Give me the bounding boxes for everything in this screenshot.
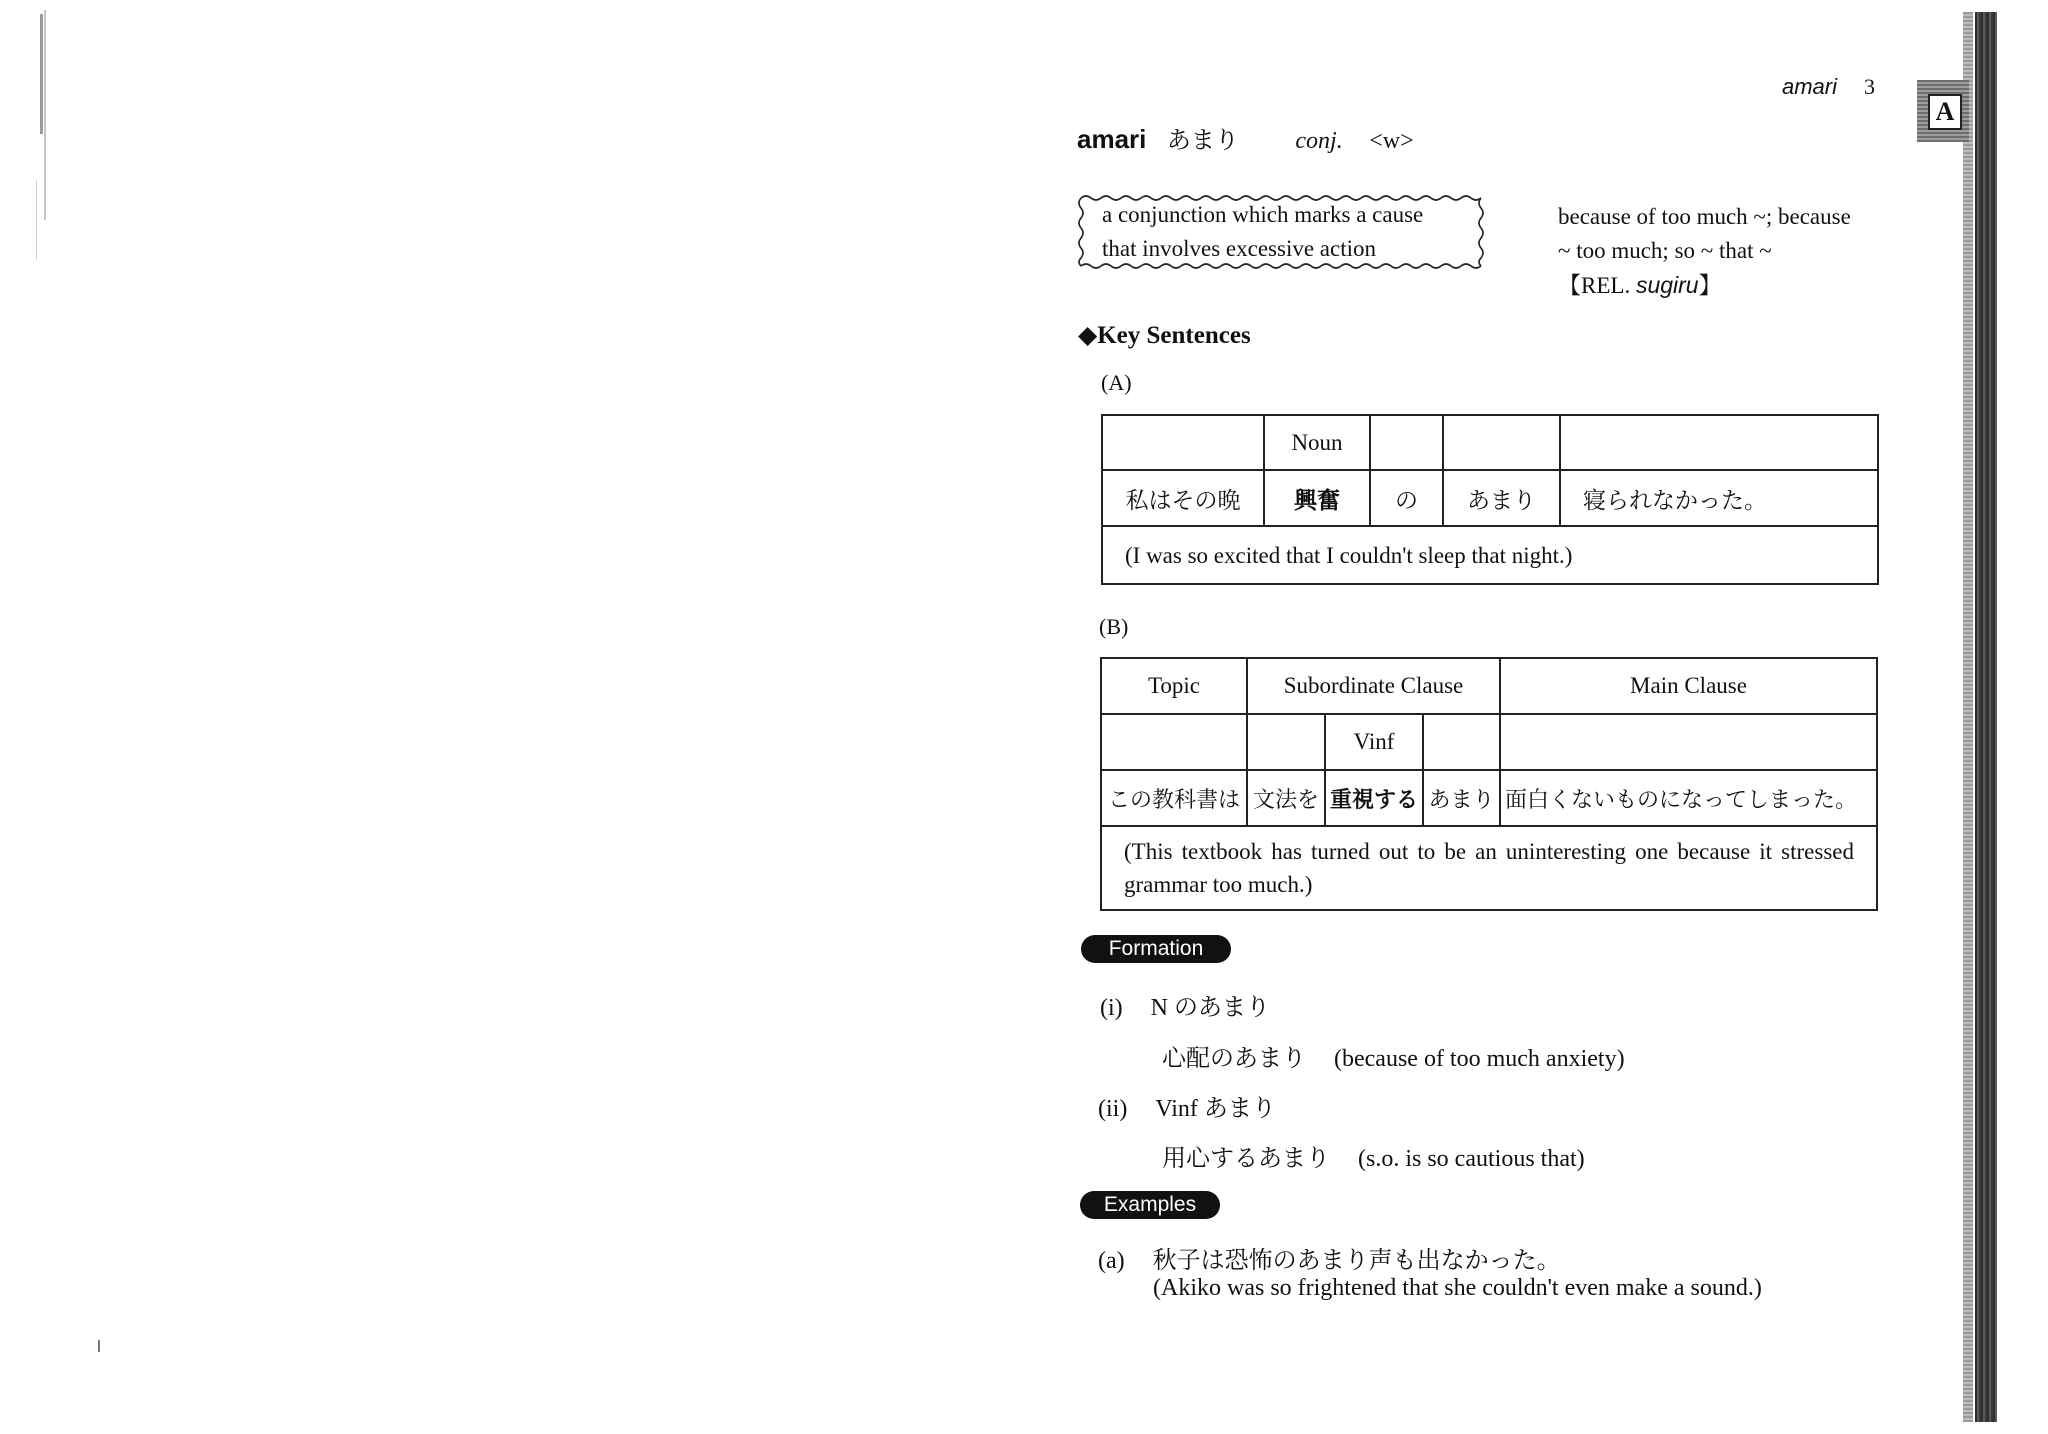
table-b-topic-cell: この教科書は — [1101, 770, 1247, 826]
table-b-main-clause-cell: 面白くないものになってしまった。 — [1500, 770, 1877, 826]
key-sentences-heading: ◆Key Sentences — [1078, 322, 1251, 349]
table-b-verb-cell: 重視する — [1325, 770, 1423, 826]
entry-word: amari — [1077, 124, 1147, 154]
page-number: 3 — [1864, 74, 1875, 99]
definition-line-2: that involves excessive action — [1102, 236, 1377, 261]
related-prefix: 【REL. — [1558, 273, 1636, 298]
table-b-translation-row — [1101, 826, 1877, 910]
table-a-translation-row — [1102, 526, 1878, 584]
table-a-header-cell — [1370, 415, 1443, 470]
table-b-object-cell: 文法を — [1247, 770, 1325, 826]
table-a-predicate-cell: 寝られなかった。 — [1560, 470, 1878, 526]
equivalents-line-1: because of too much ~; because — [1558, 204, 1851, 229]
related-entry — [1558, 268, 1888, 303]
table-a-header-noun: Noun — [1264, 415, 1370, 470]
table-a-translation: (I was so excited that I couldn't sleep that night.) — [1102, 526, 1878, 584]
page-binding-shadow — [1963, 12, 1973, 1422]
related-word: sugiru — [1635, 272, 1699, 298]
thumb-index-letter: A — [1928, 94, 1962, 130]
key-sentence-a-table — [1101, 414, 1879, 585]
table-b-subheader-cell — [1247, 714, 1325, 770]
example-a-english: (Akiko was so frightened that she couldn't even make a sound.) — [1153, 1275, 1762, 1301]
table-b-header-main: Main Clause — [1500, 658, 1877, 714]
table-a-amari-cell: あまり — [1443, 470, 1560, 526]
table-a-noun-cell: 興奮 — [1264, 470, 1370, 526]
table-b-header-topic: Topic — [1101, 658, 1247, 714]
scan-artifact-mark — [98, 1340, 100, 1352]
table-b-amari-cell: あまり — [1423, 770, 1500, 826]
entry-kana: あまり — [1166, 128, 1239, 154]
table-b-subheader-vinf: Vinf — [1325, 714, 1423, 770]
formation-example-1 — [1162, 1038, 1625, 1073]
entry-part-of-speech: conj. — [1295, 128, 1343, 154]
examples-heading: Examples — [1080, 1191, 1220, 1219]
table-b-subheader-row — [1101, 714, 1877, 770]
scan-artifact-left — [40, 14, 43, 134]
formation-example-gloss: (because of too much anxiety) — [1334, 1046, 1625, 1072]
sentence-b-label: (B) — [1099, 614, 1129, 639]
definition-text — [1102, 198, 1492, 266]
example-jp-text: 秋子は恐怖のあまり声も出なかった。 — [1152, 1248, 1561, 1274]
example-label: (a) — [1098, 1248, 1125, 1274]
scan-artifact-left-2 — [44, 10, 46, 220]
key-sentence-b-table — [1100, 657, 1878, 911]
sentence-a-label: (A) — [1101, 370, 1132, 395]
table-a-sentence-row — [1102, 470, 1878, 526]
formation-heading: Formation — [1081, 935, 1231, 963]
scan-artifact-left-3 — [36, 180, 37, 260]
table-b-translation: (This textbook has turned out to be an uninteresting one because it stressed grammar too much.) — [1101, 826, 1877, 910]
formation-example-2 — [1162, 1138, 1585, 1173]
table-b-header-row — [1101, 658, 1877, 714]
formation-item-number: (ii) — [1098, 1096, 1128, 1122]
formation-example-gloss: (s.o. is so cautious that) — [1358, 1146, 1585, 1172]
table-b-subheader-cell — [1101, 714, 1247, 770]
definition-line-1: a conjunction which marks a cause — [1102, 202, 1424, 227]
formation-item-2 — [1098, 1088, 1276, 1123]
running-head: amari — [1782, 74, 1838, 99]
formation-item-1 — [1100, 987, 1270, 1022]
formation-pattern: N のあまり — [1150, 995, 1270, 1021]
table-a-header-row — [1102, 415, 1878, 470]
table-a-header-cell — [1102, 415, 1264, 470]
formation-example-jp: 用心するあまり — [1162, 1146, 1330, 1172]
entry-level: <w> — [1369, 128, 1414, 154]
table-a-particle-cell: の — [1370, 470, 1443, 526]
related-suffix: 】 — [1698, 273, 1722, 298]
example-a-japanese — [1098, 1240, 1561, 1275]
table-b-header-subordinate: Subordinate Clause — [1247, 658, 1500, 714]
page-binding-edge — [1975, 12, 1997, 1422]
formation-item-number: (i) — [1100, 995, 1123, 1021]
table-a-subject-cell: 私はその晩 — [1102, 470, 1264, 526]
table-a-header-cell — [1443, 415, 1560, 470]
table-b-subheader-cell — [1423, 714, 1500, 770]
english-equivalents — [1558, 200, 1888, 303]
equivalents-line-2: ~ too much; so ~ that ~ — [1558, 238, 1772, 263]
table-a-header-cell — [1560, 415, 1878, 470]
formation-example-jp: 心配のあまり — [1162, 1046, 1306, 1072]
entry-heading — [1077, 120, 1414, 155]
table-b-subheader-cell — [1500, 714, 1877, 770]
formation-pattern: Vinf あまり — [1155, 1096, 1276, 1122]
table-b-sentence-row — [1101, 770, 1877, 826]
